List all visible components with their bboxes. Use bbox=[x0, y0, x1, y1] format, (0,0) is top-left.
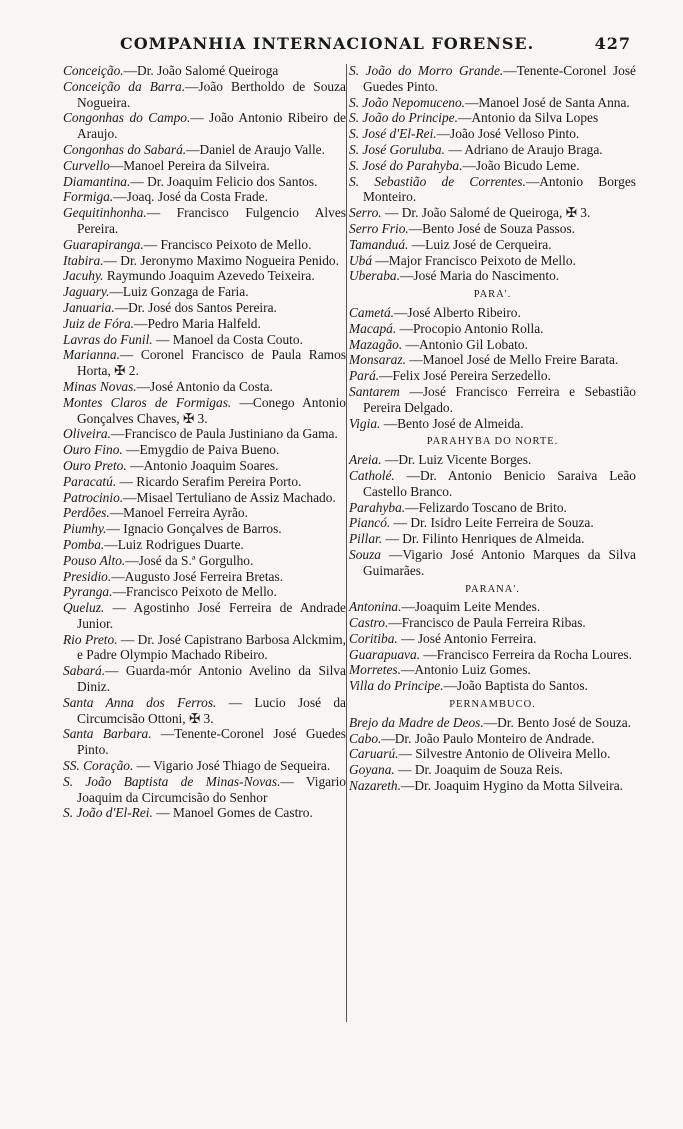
place-name: S. João do Morro Grande. bbox=[349, 63, 504, 78]
entry-names: —José Francisco Ferreira e Sebastião Pereira Delgado. bbox=[363, 383, 636, 415]
entry-names: —João José Velloso Pinto. bbox=[436, 126, 580, 142]
directory-entry bbox=[63, 79, 346, 111]
entry-names: — Adriano de Araujo Braga. bbox=[444, 141, 603, 157]
entry-names: —Augusto José Ferreira Bretas. bbox=[111, 568, 284, 584]
directory-entry bbox=[349, 515, 636, 531]
place-name: Coritiba. bbox=[349, 630, 398, 646]
directory-entry bbox=[63, 379, 346, 395]
place-name: Uberaba. bbox=[349, 268, 400, 284]
entry-names: — Ricardo Serafim Pereira Porto. bbox=[116, 473, 302, 489]
entry-names: —Procopio Antonio Rolla. bbox=[396, 320, 544, 336]
entry-names: —Pedro Maria Halfeld. bbox=[134, 315, 261, 331]
directory-entry bbox=[349, 352, 636, 368]
entry-names: —Daniel de Araujo Valle. bbox=[186, 141, 325, 157]
entry-names: —Dr. Luiz Vicente Borges. bbox=[381, 452, 532, 468]
place-name: Minas Novas. bbox=[63, 378, 137, 394]
entry-names: — Guarda-mór Antonio Avelino da Silva Diniz. bbox=[77, 663, 346, 695]
entry-names: — Manoel Gomes de Castro. bbox=[152, 805, 313, 821]
place-name: Congonhas do Sabará. bbox=[63, 141, 187, 157]
directory-entry bbox=[63, 426, 346, 442]
entry-names: —José Alberto Ribeiro. bbox=[394, 304, 521, 320]
directory-entry bbox=[349, 337, 636, 353]
place-name: Montes Claros de Formigas. bbox=[63, 394, 232, 410]
entry-names: — Dr. Joaquim de Souza Reis. bbox=[394, 762, 563, 778]
place-name: Tamanduá. bbox=[349, 236, 409, 252]
directory-entry bbox=[63, 758, 346, 774]
directory-entry bbox=[63, 110, 346, 142]
place-name: Macapá. bbox=[349, 320, 397, 336]
entry-names: —Manoel José de Mello Freire Barata. bbox=[405, 352, 619, 368]
place-name: Guarapuava. bbox=[349, 646, 421, 662]
place-name: Itabira. bbox=[63, 252, 104, 268]
column-divider bbox=[346, 64, 347, 1022]
directory-entry bbox=[349, 631, 636, 647]
place-name: Guarapiranga. bbox=[63, 236, 144, 252]
entry-names: —Francisco Ferreira da Rocha Loures. bbox=[420, 646, 632, 662]
place-name: Conceição da Barra. bbox=[63, 78, 186, 94]
place-name: Monsaraz. bbox=[349, 352, 406, 368]
directory-entry bbox=[349, 468, 636, 500]
directory-entry bbox=[63, 142, 346, 158]
place-name: Pomba. bbox=[63, 536, 105, 552]
entry-names: — Dr. Isidro Leite Ferreira de Souza. bbox=[390, 515, 594, 531]
directory-entry bbox=[63, 268, 346, 284]
place-name: S. João Baptista de Minas-Novas. bbox=[63, 773, 281, 789]
directory-entry bbox=[349, 452, 636, 468]
entry-names: —José Antonio da Costa. bbox=[136, 378, 273, 394]
directory-entry bbox=[63, 395, 346, 427]
right-column bbox=[349, 63, 636, 794]
entry-names: —Joaq. José da Costa Frade. bbox=[113, 189, 268, 205]
directory-entry bbox=[349, 778, 636, 794]
directory-entry bbox=[349, 237, 636, 253]
entry-names: —Dr. Bento José de Souza. bbox=[483, 714, 632, 730]
directory-entry bbox=[63, 521, 346, 537]
entry-names: — Ignacio Gonçalves de Barros. bbox=[106, 521, 282, 537]
place-name: Gequitinhonha. bbox=[63, 205, 147, 221]
entry-names: —Manoel José de Santa Anna. bbox=[465, 94, 630, 110]
directory-entry bbox=[349, 746, 636, 762]
entry-names: —Dr. Antonio Benicio Saraiva Leão Castello Branco. bbox=[363, 467, 636, 499]
directory-entry bbox=[63, 600, 346, 632]
place-name: Lavras do Funil. bbox=[63, 331, 153, 347]
place-name: S. José Goruluba. bbox=[349, 141, 445, 157]
section-heading: PERNAMBUCO. bbox=[449, 699, 536, 711]
entry-names: — Vigario Joaquim da Circumcisão do Senhor bbox=[77, 773, 346, 805]
directory-entry bbox=[63, 63, 346, 79]
place-name: Ouro Preto. bbox=[63, 457, 127, 473]
entry-names: —Emygdio de Paiva Bueno. bbox=[122, 442, 280, 458]
place-name: Morretes. bbox=[349, 662, 401, 678]
place-name: Santa Barbara. bbox=[63, 726, 152, 742]
place-name: Ouro Fino. bbox=[63, 442, 123, 458]
entry-names: — Dr. João Salomé de Queiroga, ✠ 3. bbox=[381, 205, 591, 221]
directory-entry bbox=[349, 500, 636, 516]
directory-entry bbox=[349, 253, 636, 269]
entry-names: — Coronel Francisco de Paula Ramos Horta, ✠ 2. bbox=[77, 347, 346, 379]
entry-names: —Felix José Pereira Serzedello. bbox=[379, 368, 551, 384]
directory-entry bbox=[349, 599, 636, 615]
place-name: Juiz de Fóra. bbox=[63, 315, 135, 331]
place-name: Mazagão. bbox=[349, 336, 403, 352]
place-name: Areia. bbox=[349, 452, 382, 468]
directory-entry bbox=[349, 662, 636, 678]
entry-names: — José Antonio Ferreira. bbox=[397, 630, 537, 646]
directory-entry bbox=[349, 205, 636, 221]
running-title: COMPANHIA INTERNACIONAL FORENSE. bbox=[120, 34, 535, 53]
place-name: Pouso Alto. bbox=[63, 552, 126, 568]
directory-entry bbox=[63, 158, 346, 174]
entry-names: —Francisco Peixoto de Mello. bbox=[112, 584, 277, 600]
directory-entry bbox=[349, 110, 636, 126]
place-name: Patrocinio. bbox=[63, 489, 124, 505]
entry-names: —Major Francisco Peixoto de Mello. bbox=[372, 252, 576, 268]
directory-entry bbox=[349, 63, 636, 95]
directory-entry bbox=[349, 158, 636, 174]
entry-names: —Dr. Joaquim Hygino da Motta Silveira. bbox=[400, 778, 624, 794]
entry-names: — Francisco Fulgencio Alves Pereira. bbox=[77, 205, 346, 236]
place-name: Diamantina. bbox=[63, 173, 131, 189]
left-column bbox=[63, 63, 346, 821]
directory-entry bbox=[349, 678, 636, 694]
directory-entry bbox=[349, 95, 636, 111]
place-name: Serro Frio. bbox=[349, 220, 409, 236]
directory-entry bbox=[63, 284, 346, 300]
directory-entry bbox=[349, 615, 636, 631]
entry-names: —Dr. João Paulo Monteiro de Andrade. bbox=[381, 730, 595, 746]
directory-entry bbox=[63, 663, 346, 695]
directory-entry bbox=[63, 189, 346, 205]
place-name: Pará. bbox=[349, 368, 380, 384]
entry-names: —Vigario José Antonio Marques da Silva Guimarães. bbox=[363, 546, 636, 578]
directory-entry bbox=[63, 726, 346, 758]
place-name: Paracatú. bbox=[63, 473, 117, 489]
place-name: Rio Preto. bbox=[63, 631, 118, 647]
directory-entry bbox=[349, 321, 636, 337]
place-name: Jacuhy. bbox=[63, 268, 104, 284]
entry-names: —Manoel Pereira da Silveira. bbox=[109, 157, 270, 173]
entry-names: — Dr. Jeronymo Maximo Nogueira Penido. bbox=[103, 252, 339, 268]
place-name: Caruarú. bbox=[349, 746, 399, 762]
section-heading: PARA'. bbox=[473, 289, 512, 301]
place-name: Formiga. bbox=[63, 189, 114, 205]
directory-entry bbox=[63, 205, 346, 237]
directory-entry bbox=[63, 442, 346, 458]
entry-names: — Dr. José Capistrano Barbosa Alckmim, e Padre Olympio Machado Ribeiro. bbox=[77, 631, 347, 663]
entry-names: — Agostinho José Ferreira de Andrade Junior. bbox=[77, 600, 346, 631]
place-name: Goyana. bbox=[349, 762, 395, 778]
directory-entry bbox=[349, 268, 636, 284]
entry-names: —Bento José de Almeida. bbox=[380, 415, 524, 431]
place-name: Marianna. bbox=[63, 347, 120, 363]
entry-names: —Antonio Borges Monteiro. bbox=[363, 173, 636, 205]
entry-names: —José Maria do Nascimento. bbox=[399, 268, 560, 284]
entry-names: —Antonio Luiz Gomes. bbox=[400, 662, 531, 678]
entry-names: —Antonio Gil Lobato. bbox=[402, 336, 528, 352]
entry-names: —João Bertholdo de Souza Nogueira. bbox=[77, 78, 346, 110]
directory-entry bbox=[63, 584, 346, 600]
place-name: Pillar. bbox=[349, 531, 383, 547]
place-name: Cabo. bbox=[349, 730, 382, 746]
directory-entry bbox=[63, 300, 346, 316]
entry-names: Raymundo Joaquim Azevedo Teixeira. bbox=[103, 268, 315, 284]
entry-names: —Luiz Rodrigues Duarte. bbox=[104, 536, 244, 552]
entry-names: —Francisco de Paula Justiniano da Gama. bbox=[110, 426, 338, 442]
place-name: S. João d'El-Rei. bbox=[63, 805, 153, 821]
directory-entry bbox=[349, 174, 636, 206]
place-name: Pyranga. bbox=[63, 584, 113, 600]
entry-names: —Dr. José dos Santos Pereira. bbox=[114, 299, 277, 315]
entry-names: — Silvestre Antonio de Oliveira Mello. bbox=[398, 746, 611, 762]
directory-entry bbox=[63, 695, 346, 727]
place-name: Villa do Principe. bbox=[349, 678, 444, 694]
directory-entry bbox=[63, 474, 346, 490]
place-name: Castro. bbox=[349, 615, 389, 631]
page-header bbox=[60, 34, 631, 54]
directory-entry bbox=[349, 126, 636, 142]
directory-entry bbox=[349, 416, 636, 432]
directory-entry bbox=[63, 490, 346, 506]
directory-entry bbox=[63, 174, 346, 190]
entry-names: —Misael Tertuliano de Assiz Machado. bbox=[123, 489, 336, 505]
entry-names: —Manoel Ferreira Ayrão. bbox=[109, 505, 248, 521]
entry-names: — Dr. Joaquim Felicio dos Santos. bbox=[130, 173, 318, 189]
place-name: Perdões. bbox=[63, 505, 110, 521]
directory-entry bbox=[63, 774, 346, 806]
place-name: Presidio. bbox=[63, 568, 112, 584]
entry-names: —João Baptista do Santos. bbox=[443, 678, 588, 694]
entry-names: —Tenente-Coronel José Guedes Pinto. bbox=[363, 63, 636, 94]
directory-entry bbox=[63, 505, 346, 521]
place-name: SS. Coração. bbox=[63, 758, 134, 774]
directory-entry bbox=[63, 632, 346, 664]
place-name: Oliveira. bbox=[63, 426, 111, 442]
place-name: Sabará. bbox=[63, 663, 106, 679]
place-name: Jaguary. bbox=[63, 284, 110, 300]
place-name: S. José d'El-Rei. bbox=[349, 126, 437, 142]
directory-entry bbox=[63, 537, 346, 553]
place-name: S. João Nepomuceno. bbox=[349, 94, 466, 110]
directory-entry bbox=[63, 332, 346, 348]
entry-names: —José da S.ª Gorgulho. bbox=[125, 552, 254, 568]
place-name: Serro. bbox=[349, 205, 382, 221]
place-name: Nazareth. bbox=[349, 778, 401, 794]
place-name: Catholé. bbox=[349, 467, 395, 483]
place-name: Piumhy. bbox=[63, 521, 107, 537]
entry-names: —Luiz José de Cerqueira. bbox=[408, 236, 552, 252]
entry-names: — João Antonio Ribeiro de Araujo. bbox=[77, 110, 346, 142]
entry-names: —Joaquim Leite Mendes. bbox=[401, 599, 541, 615]
place-name: Queluz. bbox=[63, 600, 105, 616]
directory-entry bbox=[63, 458, 346, 474]
place-name: Souza bbox=[349, 546, 381, 562]
entry-names: —Felizardo Toscano de Brito. bbox=[405, 499, 567, 515]
entry-names: — Manoel da Costa Couto. bbox=[152, 331, 303, 347]
place-name: Brejo da Madre de Deos. bbox=[349, 714, 484, 730]
directory-entry bbox=[349, 305, 636, 321]
directory-entry bbox=[349, 715, 636, 731]
directory-entry bbox=[63, 316, 346, 332]
directory-entry bbox=[63, 553, 346, 569]
place-name: S. Sebastião de Correntes. bbox=[349, 173, 526, 189]
page-number: 427 bbox=[594, 34, 631, 53]
place-name: Ubá bbox=[349, 252, 373, 268]
place-name: Januaria. bbox=[63, 299, 115, 315]
directory-entry bbox=[63, 347, 346, 379]
entry-names: —Conego Antonio Gonçalves Chaves, ✠ 3. bbox=[77, 394, 346, 426]
place-name: Antonina. bbox=[349, 599, 402, 615]
directory-entry bbox=[63, 237, 346, 253]
entry-names: —João Bicudo Leme. bbox=[462, 157, 580, 173]
place-name: S. João do Principe. bbox=[349, 110, 458, 126]
place-name: Curvello bbox=[63, 157, 110, 173]
directory-entry bbox=[349, 731, 636, 747]
directory-entry bbox=[63, 253, 346, 269]
place-name: Cametá. bbox=[349, 304, 395, 320]
place-name: Conceição. bbox=[63, 63, 124, 78]
directory-entry bbox=[63, 805, 346, 821]
directory-entry bbox=[349, 384, 636, 416]
directory-entry bbox=[349, 221, 636, 237]
entry-names: — Lucio José da Circumcisão Ottoni, ✠ 3. bbox=[77, 694, 346, 726]
place-name: Santarem bbox=[349, 383, 400, 399]
entry-names: —Francisco de Paula Ferreira Ribas. bbox=[388, 615, 586, 631]
directory-entry bbox=[349, 368, 636, 384]
entry-names: —Antonio da Silva Lopes bbox=[457, 110, 599, 126]
entry-names: —Dr. João Salomé Queiroga bbox=[123, 63, 279, 78]
directory-entry bbox=[349, 531, 636, 547]
directory-entry bbox=[349, 762, 636, 778]
entry-names: — Vigario José Thiago de Sequeira. bbox=[133, 758, 331, 774]
place-name: Santa Anna dos Ferros. bbox=[63, 694, 217, 710]
directory-entry bbox=[349, 142, 636, 158]
entry-names: — Dr. Filinto Henriques de Almeida. bbox=[382, 531, 585, 547]
place-name: Piancó. bbox=[349, 515, 391, 531]
entry-names: —Tenente-Coronel José Guedes Pinto. bbox=[77, 726, 346, 758]
directory-entry bbox=[349, 647, 636, 663]
directory-entry bbox=[349, 547, 636, 579]
place-name: Vigia. bbox=[349, 415, 381, 431]
place-name: Congonhas do Campo. bbox=[63, 110, 191, 126]
directory-entry bbox=[63, 569, 346, 585]
place-name: S. José do Parahyba. bbox=[349, 157, 463, 173]
entry-names: — Francisco Peixoto de Mello. bbox=[143, 236, 312, 252]
place-name: Parahyba. bbox=[349, 499, 406, 515]
section-heading: PARAHYBA DO NORTE. bbox=[426, 436, 559, 448]
entry-names: —Luiz Gonzaga de Faria. bbox=[109, 284, 249, 300]
entry-names: —Antonio Joaquim Soares. bbox=[126, 457, 279, 473]
entry-names: —Bento José de Souza Passos. bbox=[408, 220, 576, 236]
section-heading: PARANA'. bbox=[465, 583, 520, 595]
